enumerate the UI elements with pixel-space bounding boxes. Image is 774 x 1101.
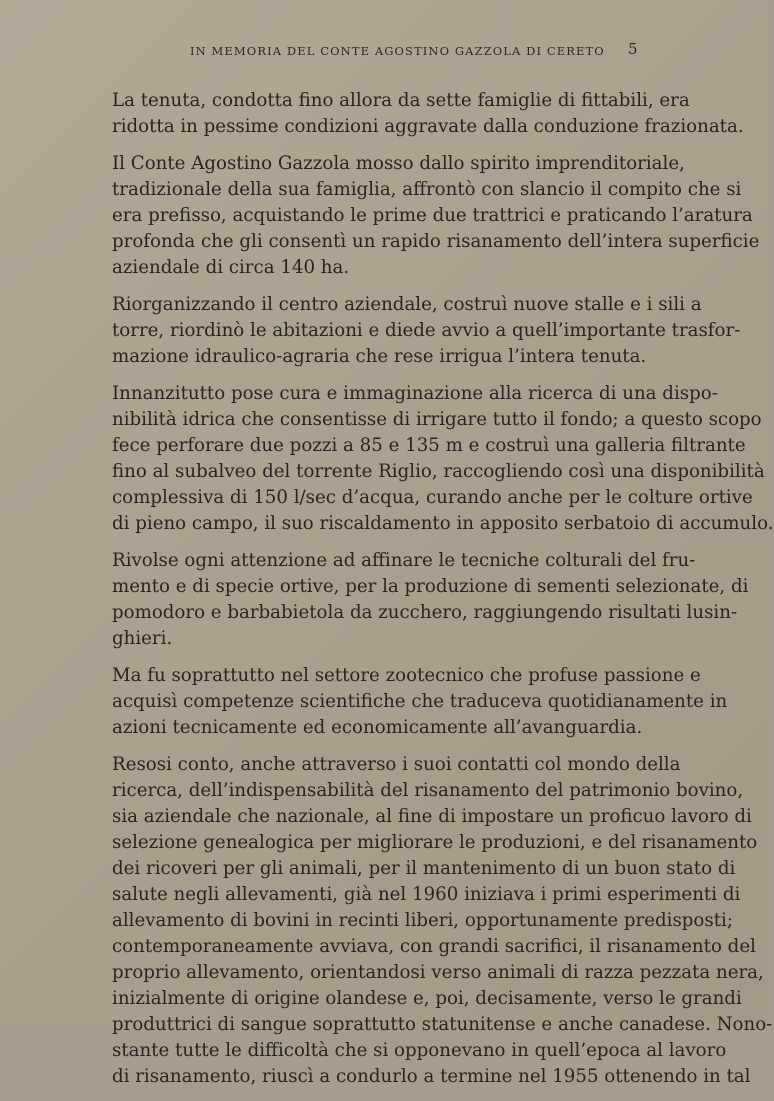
- text-line: aziendale di circa 140 ha.: [112, 257, 350, 278]
- paragraph: [112, 381, 774, 537]
- text-line: torre, riordinò le abitazioni e diede avvio a quell’importante trasfor-: [112, 320, 741, 341]
- text-line: era prefisso, acquistando le prime due trattrici e praticando l’aratura: [112, 205, 753, 226]
- running-header: IN MEMORIA DEL CONTE AGOSTINO GAZZOLA DI CERETO: [190, 44, 605, 58]
- text-line: complessiva di 150 l/sec d’acqua, curando anche per le colture ortive: [112, 487, 753, 508]
- text-line: proprio allevamento, orientandosi verso animali di razza pezzata nera,: [112, 962, 764, 983]
- text-line: mento e di specie ortive, per la produzione di sementi selezionate, di: [112, 576, 749, 597]
- text-line: dei ricoveri per gli animali, per il mantenimento di un buon stato di: [112, 858, 736, 879]
- text-line: produttrici di sangue soprattutto statunitense e anche canadese. Nono-: [112, 1014, 773, 1035]
- text-line: di pieno campo, il suo riscaldamento in apposito serbatoio di accumulo.: [112, 513, 774, 534]
- text-line: Il Conte Agostino Gazzola mosso dallo spirito imprenditoriale,: [112, 153, 685, 174]
- text-line: stante tutte le difficoltà che si opponevano in quell’epoca al lavoro: [112, 1040, 727, 1061]
- text-line: ricerca, dell’indispensabilità del risanamento del patrimonio bovino,: [112, 780, 744, 801]
- body-text: [112, 88, 774, 1101]
- text-line: Ma fu soprattutto nel settore zootecnico che profuse passione e: [112, 665, 701, 686]
- paragraph: [112, 548, 749, 652]
- text-line: Riorganizzando il centro aziendale, costruì nuove stalle e i sili a: [112, 294, 702, 315]
- text-line: mazione idraulico-agraria che rese irrigua l’intera tenuta.: [112, 346, 647, 367]
- text-line: acquisì competenze scientifiche che traduceva quotidianamente in: [112, 691, 728, 712]
- text-line: contemporaneamente avviava, con grandi sacrifici, il risanamento del: [112, 936, 756, 957]
- text-line: allevamento di bovini in recinti liberi, opportunamente predisposti;: [112, 910, 733, 931]
- text-line: nibilità idrica che consentisse di irrigare tutto il fondo; a questo scopo: [112, 409, 762, 430]
- paragraph: [112, 88, 744, 140]
- text-line: salute negli allevamenti, già nel 1960 iniziava i primi esperimenti di: [112, 884, 741, 905]
- text-line: fino al subalveo del torrente Riglio, raccogliendo così una disponibilità: [112, 461, 765, 482]
- text-line: profonda che gli consentì un rapido risanamento dell’intera superficie: [112, 231, 760, 252]
- text-line: inizialmente di origine olandese e, poi, decisamente, verso le grandi: [112, 988, 742, 1009]
- text-line: Rivolse ogni attenzione ad affinare le tecniche colturali del fru-: [112, 550, 696, 571]
- text-line: ghieri.: [112, 628, 173, 649]
- page-number: 5: [628, 40, 638, 58]
- text-line: fece perforare due pozzi a 85 e 135 m e costruì una galleria filtrante: [112, 435, 746, 456]
- text-line: Resosi conto, anche attraverso i suoi contatti col mondo della: [112, 754, 681, 775]
- paragraph: [112, 663, 728, 741]
- text-line: tradizionale della sua famiglia, affrontò con slancio il compito che si: [112, 179, 742, 200]
- text-line: di risanamento, riuscì a condurlo a termine nel 1955 ottenendo in tal: [112, 1066, 751, 1087]
- paragraph: [112, 752, 773, 1090]
- text-line: selezione genealogica per migliorare le produzioni, e del risanamento: [112, 832, 758, 853]
- text-line: pomodoro e barbabietola da zucchero, raggiungendo risultati lusin-: [112, 602, 738, 623]
- text-line: sia aziendale che nazionale, al fine di impostare un proficuo lavoro di: [112, 806, 752, 827]
- text-line: Innanzitutto pose cura e immaginazione alla ricerca di una dispo-: [112, 383, 718, 404]
- paragraph: [112, 292, 741, 370]
- text-line: ridotta in pessime condizioni aggravate dalla conduzione frazionata.: [112, 116, 744, 137]
- paragraph: [112, 151, 760, 281]
- text-line: azioni tecnicamente ed economicamente all’avanguardia.: [112, 717, 643, 738]
- text-line: La tenuta, condotta fino allora da sette famiglie di fittabili, era: [112, 90, 690, 111]
